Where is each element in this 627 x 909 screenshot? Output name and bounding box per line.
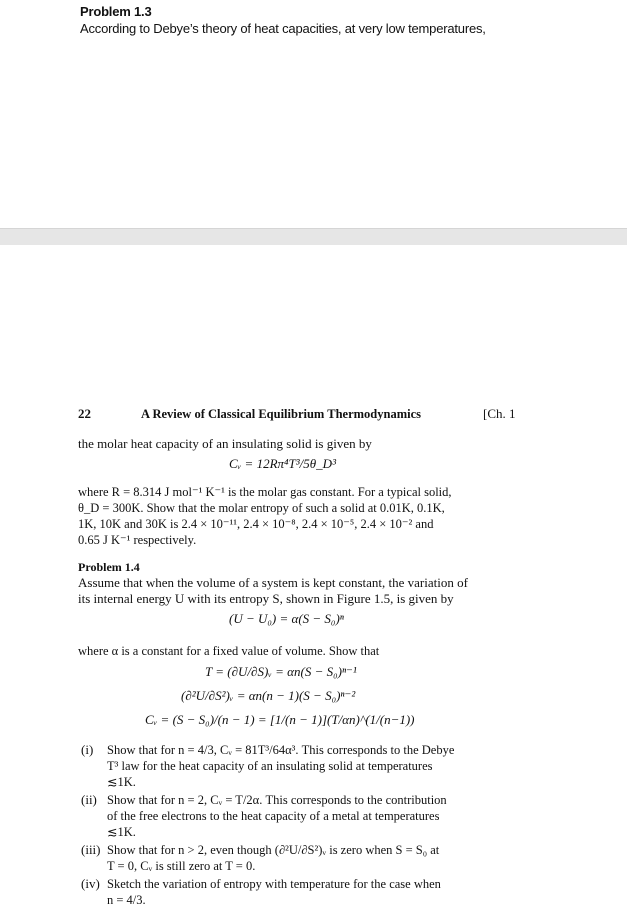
where-line-3: 1K, 10K and 30K is 2.4 × 10⁻¹¹, 2.4 × 10⁻⁸, 2.4 × 10⁻⁵, 2.4 × 10⁻² and [78, 517, 434, 531]
item-i-line-1: Show that for n = 4/3, Cᵥ = 81T³/64α³. This corresponds to the Debye [107, 743, 455, 757]
item-ii-line-3: ≲1K. [107, 825, 136, 839]
item-iv-line-2: n = 4/3. [107, 893, 146, 907]
item-i-line-2: T³ law for the heat capacity of an insulating solid at temperatures [107, 759, 433, 773]
where-constant: where α is a constant for a fixed value of volume. Show that [78, 644, 380, 658]
where-line-1: where R = 8.314 J mol⁻¹ K⁻¹ is the molar gas constant. For a typical solid, [78, 485, 452, 499]
item-iv-line-1: Sketch the variation of entropy with temperature for the case when [107, 877, 441, 891]
where-line-2: θ_D = 300K. Show that the molar entropy of such a solid at 0.01K, 0.1K, [78, 501, 445, 515]
item-i-label: (i) [81, 742, 94, 757]
item-ii-label: (ii) [81, 792, 97, 807]
item-iii [107, 842, 519, 874]
p14-line-2: its internal energy U with its entropy S, shown in Figure 1.5, is given by [78, 591, 454, 606]
second-derivative-equation: (∂²U/∂S²)ᵥ = αn(n − 1)(S − S₀)ⁿ⁻² [181, 688, 356, 703]
bottom-page [0, 245, 627, 909]
p13-continuation: the molar heat capacity of an insulating solid is given by [78, 436, 372, 451]
item-iii-label: (iii) [81, 842, 101, 857]
p14-line-1: Assume that when the volume of a system is kept constant, the variation of [78, 575, 468, 590]
problem-1-4-heading: Problem 1.4 [78, 560, 140, 574]
temperature-equation: T = (∂U/∂S)ᵥ = αn(S − S₀)ⁿ⁻¹ [205, 664, 357, 679]
debye-equation: Cᵥ = 12Rπ⁴T³/5θ_D³ [229, 456, 336, 471]
page-separator [0, 228, 627, 246]
item-iv [107, 876, 519, 908]
problem-1-3-heading: Problem 1.3 [80, 4, 152, 19]
top-page [0, 0, 627, 228]
item-ii-line-2: of the free electrons to the heat capacity of a metal at temperatures [107, 809, 440, 823]
where-line-4: 0.65 J K⁻¹ respectively. [78, 533, 197, 547]
item-ii [107, 792, 519, 840]
item-ii-line-1: Show that for n = 2, Cᵥ = T/2α. This corresponds to the contribution [107, 793, 447, 807]
item-iii-line-2: T = 0, Cᵥ is still zero at T = 0. [107, 859, 256, 873]
running-title: A Review of Classical Equilibrium Thermodynamics [141, 407, 421, 421]
item-iv-label: (iv) [81, 876, 100, 891]
page-number: 22 [78, 406, 91, 421]
item-iii-line-1: Show that for n > 2, even though (∂²U/∂S²)ᵥ is zero when S = S₀ at [107, 843, 440, 857]
energy-entropy-equation: (U − U₀) = α(S − S₀)ⁿ [229, 611, 344, 626]
problem-1-3-intro: According to Debye’s theory of heat capacities, at very low temperatures, [80, 21, 486, 36]
item-i [107, 742, 519, 790]
heat-capacity-equation: Cᵥ = (S − S₀)/(n − 1) = [1/(n − 1)](T/αn)^(1/(n−1)) [145, 712, 415, 727]
item-i-line-3: ≲1K. [107, 775, 136, 789]
chapter-label: [Ch. 1 [483, 406, 516, 421]
